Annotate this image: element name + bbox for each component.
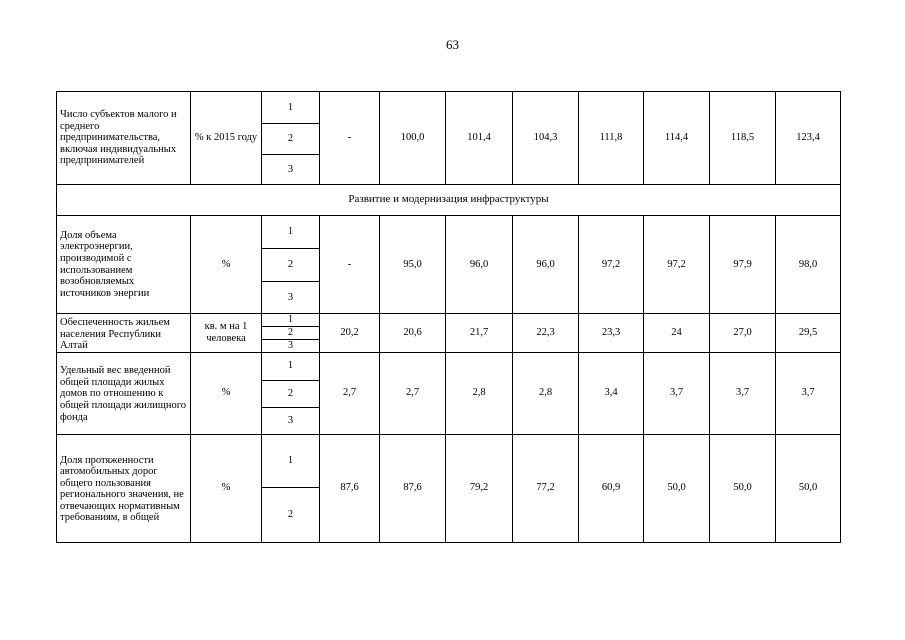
sub-row-number: 3 — [262, 155, 320, 185]
value-cell: 97,9 — [710, 216, 776, 314]
value-cell: 2,7 — [380, 352, 446, 434]
value-cell: 100,0 — [380, 92, 446, 185]
value-cell: 77,2 — [513, 434, 579, 542]
value-cell: 97,2 — [644, 216, 710, 314]
unit-cell: кв. м на 1 человека — [191, 314, 262, 353]
value-cell: 3,4 — [579, 352, 644, 434]
indicator-name: Обеспеченность жильем населения Республики Алтай — [57, 314, 191, 353]
value-cell: 104,3 — [513, 92, 579, 185]
value-cell: 22,3 — [513, 314, 579, 353]
indicator-name: Доля объема электроэнергии, производимой с использованием возобновляемых источников энергии — [57, 216, 191, 314]
indicator-name: Доля протяженности автомобильных дорог общего пользования регионального значения, не отвечающих нормативным требованиям, в общей — [57, 434, 191, 542]
sub-row-number: 2 — [262, 124, 320, 155]
value-cell: 50,0 — [710, 434, 776, 542]
value-cell: 50,0 — [644, 434, 710, 542]
sub-row-number: 1 — [262, 434, 320, 487]
unit-cell: % — [191, 216, 262, 314]
value-cell: 20,6 — [380, 314, 446, 353]
value-cell: 2,8 — [513, 352, 579, 434]
value-cell: 3,7 — [644, 352, 710, 434]
unit-cell: % — [191, 434, 262, 542]
value-cell: 29,5 — [776, 314, 841, 353]
value-cell: 111,8 — [579, 92, 644, 185]
indicator-name: Удельный вес введенной общей площади жилых домов по отношению к общей площади жилищного фонда — [57, 352, 191, 434]
unit-cell: % к 2015 году — [191, 92, 262, 185]
sub-row-number: 2 — [262, 487, 320, 542]
value-cell: 60,9 — [579, 434, 644, 542]
indicators-table — [56, 91, 841, 543]
sub-row-number: 1 — [262, 352, 320, 380]
table-row — [57, 216, 841, 249]
sub-row-number: 2 — [262, 326, 320, 339]
table-row — [57, 434, 841, 487]
value-cell: 24 — [644, 314, 710, 353]
value-cell: 27,0 — [710, 314, 776, 353]
sub-row-number: 3 — [262, 339, 320, 352]
sub-row-number: 2 — [262, 380, 320, 407]
value-cell: - — [320, 216, 380, 314]
value-cell: 98,0 — [776, 216, 841, 314]
sub-row-number: 2 — [262, 249, 320, 282]
sub-row-number: 1 — [262, 216, 320, 249]
unit-cell: % — [191, 352, 262, 434]
table-row — [57, 92, 841, 124]
value-cell: 87,6 — [320, 434, 380, 542]
value-cell: 2,8 — [446, 352, 513, 434]
value-cell: 21,7 — [446, 314, 513, 353]
section-title: Развитие и модернизация инфраструктуры — [57, 185, 841, 216]
value-cell: - — [320, 92, 380, 185]
sub-row-number: 3 — [262, 407, 320, 434]
sub-row-number: 1 — [262, 314, 320, 327]
value-cell: 20,2 — [320, 314, 380, 353]
value-cell: 123,4 — [776, 92, 841, 185]
value-cell: 3,7 — [710, 352, 776, 434]
table-row — [57, 352, 841, 380]
value-cell: 87,6 — [380, 434, 446, 542]
value-cell: 79,2 — [446, 434, 513, 542]
value-cell: 96,0 — [513, 216, 579, 314]
table-row — [57, 185, 841, 216]
value-cell: 23,3 — [579, 314, 644, 353]
value-cell: 114,4 — [644, 92, 710, 185]
value-cell: 101,4 — [446, 92, 513, 185]
value-cell: 50,0 — [776, 434, 841, 542]
table-row — [57, 314, 841, 327]
page-number: 63 — [446, 37, 459, 52]
sub-row-number: 1 — [262, 92, 320, 124]
value-cell: 95,0 — [380, 216, 446, 314]
sub-row-number: 3 — [262, 282, 320, 314]
value-cell: 97,2 — [579, 216, 644, 314]
value-cell: 96,0 — [446, 216, 513, 314]
indicator-name: Число субъектов малого и среднего предпринимательства, включая индивидуальных предпринимателей — [57, 92, 191, 185]
value-cell: 2,7 — [320, 352, 380, 434]
value-cell: 118,5 — [710, 92, 776, 185]
value-cell: 3,7 — [776, 352, 841, 434]
